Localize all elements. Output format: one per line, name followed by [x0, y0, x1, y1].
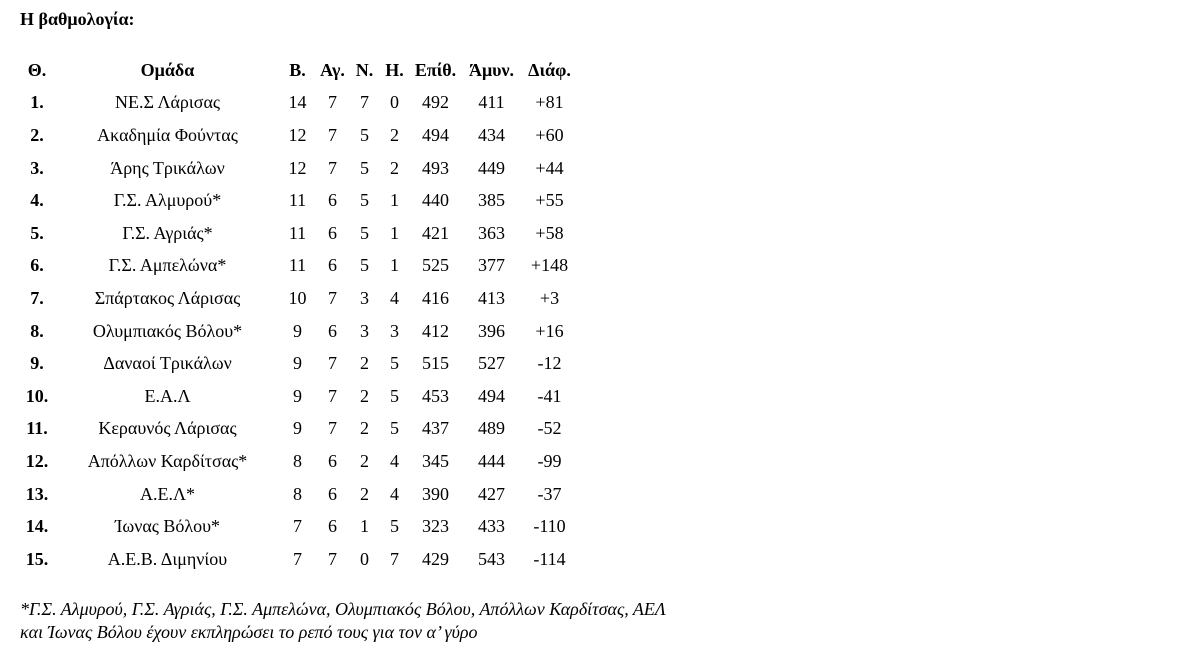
cell-losses: 5 — [390, 353, 399, 374]
cell-losses: 5 — [390, 516, 399, 537]
table-row — [19, 217, 577, 250]
cell-team: Α.Ε.Λ* — [139, 483, 196, 504]
cell-losses: 1 — [390, 255, 399, 276]
cell-wins: 5 — [360, 255, 369, 276]
header-position: Θ. — [27, 59, 47, 80]
cell-wins: 2 — [360, 418, 369, 439]
cell-diff: -37 — [537, 483, 562, 504]
cell-points: 12 — [288, 157, 307, 178]
cell-conceded: 449 — [478, 157, 505, 178]
standings-table — [19, 54, 577, 576]
cell-games: 7 — [328, 353, 337, 374]
cell-diff: +148 — [530, 255, 569, 276]
table-row — [19, 250, 577, 283]
cell-scored: 525 — [422, 255, 449, 276]
cell-scored: 429 — [422, 548, 449, 569]
cell-conceded: 494 — [478, 385, 505, 406]
header-points: Β. — [289, 59, 306, 80]
cell-scored: 515 — [422, 353, 449, 374]
cell-team: Ε.Α.Λ — [144, 385, 191, 406]
cell-team: Γ.Σ. Αλμυρού* — [113, 190, 222, 211]
cell-scored: 440 — [422, 190, 449, 211]
cell-team: Γ.Σ. Αγριάς* — [122, 222, 213, 243]
table-row — [19, 445, 577, 478]
cell-games: 6 — [328, 190, 337, 211]
cell-games: 6 — [328, 483, 337, 504]
cell-conceded: 377 — [478, 255, 505, 276]
cell-diff: +3 — [539, 287, 560, 308]
cell-diff: -12 — [537, 353, 562, 374]
cell-scored: 493 — [422, 157, 449, 178]
cell-diff: +81 — [535, 92, 564, 113]
cell-points: 12 — [288, 124, 307, 145]
header-row — [19, 54, 577, 87]
cell-losses: 2 — [390, 124, 399, 145]
cell-losses: 4 — [390, 483, 399, 504]
cell-scored: 345 — [422, 450, 449, 471]
cell-scored: 437 — [422, 418, 449, 439]
cell-diff: +60 — [535, 124, 564, 145]
cell-wins: 0 — [360, 548, 369, 569]
cell-losses: 5 — [390, 385, 399, 406]
cell-team: Κεραυνός Λάρισας — [98, 418, 237, 439]
table-row — [19, 282, 577, 315]
header-conceded: Άμυν. — [468, 59, 515, 80]
cell-scored: 416 — [422, 287, 449, 308]
cell-scored: 421 — [422, 222, 449, 243]
table-row — [19, 315, 577, 348]
cell-wins: 2 — [360, 353, 369, 374]
header-diff: Διάφ. — [528, 59, 571, 80]
cell-team: Απόλλων Καρδίτσας* — [87, 450, 248, 471]
cell-position: 13. — [25, 483, 49, 504]
cell-position: 8. — [30, 320, 44, 341]
cell-team: Άρης Τρικάλων — [110, 157, 225, 178]
cell-games: 7 — [328, 157, 337, 178]
cell-points: 9 — [293, 353, 302, 374]
cell-wins: 5 — [360, 124, 369, 145]
cell-games: 7 — [328, 92, 337, 113]
cell-wins: 5 — [360, 157, 369, 178]
table-row — [19, 347, 577, 380]
cell-conceded: 385 — [478, 190, 505, 211]
cell-points: 11 — [288, 222, 307, 243]
cell-wins: 3 — [360, 287, 369, 308]
footnote-line-1: *Γ.Σ. Αλμυρού, Γ.Σ. Αγριάς, Γ.Σ. Αμπελώνα, Ολυμπιακός Βόλου, Απόλλων Καρδίτσας, ΑΕΛ — [20, 599, 666, 619]
cell-conceded: 433 — [478, 516, 505, 537]
cell-scored: 494 — [422, 124, 449, 145]
cell-scored: 492 — [422, 92, 449, 113]
cell-wins: 5 — [360, 222, 369, 243]
cell-position: 1. — [30, 92, 44, 113]
header-games: Αγ. — [320, 59, 345, 80]
table-row — [19, 119, 577, 152]
cell-diff: -99 — [537, 450, 562, 471]
header-scored: Επίθ. — [414, 59, 457, 80]
header-wins: Ν. — [355, 59, 374, 80]
cell-losses: 4 — [390, 450, 399, 471]
cell-position: 6. — [30, 255, 44, 276]
cell-wins: 2 — [360, 483, 369, 504]
cell-conceded: 444 — [478, 450, 505, 471]
cell-points: 7 — [293, 548, 302, 569]
table-row — [19, 380, 577, 413]
cell-diff: +44 — [535, 157, 564, 178]
cell-position: 11. — [26, 418, 48, 439]
cell-position: 7. — [30, 287, 44, 308]
cell-position: 14. — [25, 516, 49, 537]
footnote-line-2: και Ίωνας Βόλου έχουν εκπληρώσει το ρεπό τους για τον α’ γύρο — [20, 622, 478, 642]
cell-diff: +55 — [535, 190, 564, 211]
table-row — [19, 152, 577, 185]
cell-games: 6 — [328, 320, 337, 341]
cell-games: 6 — [328, 222, 337, 243]
header-losses: Η. — [385, 59, 404, 80]
cell-wins: 3 — [360, 320, 369, 341]
standings-body — [19, 87, 577, 576]
cell-position: 15. — [25, 548, 49, 569]
cell-position: 10. — [25, 385, 49, 406]
cell-wins: 1 — [360, 516, 369, 537]
cell-diff: -52 — [537, 418, 562, 439]
standings-header — [19, 54, 577, 87]
cell-position: 5. — [30, 222, 44, 243]
cell-position: 3. — [30, 157, 44, 178]
header-team: Ομάδα — [140, 59, 195, 80]
cell-points: 7 — [293, 516, 302, 537]
cell-diff: -41 — [537, 385, 562, 406]
cell-games: 7 — [328, 287, 337, 308]
cell-diff: -114 — [533, 548, 566, 569]
page-heading: Η βαθμολογία: — [20, 9, 135, 29]
table-row — [19, 413, 577, 446]
cell-games: 7 — [328, 418, 337, 439]
cell-position: 4. — [30, 190, 44, 211]
cell-conceded: 363 — [478, 222, 505, 243]
cell-position: 9. — [30, 353, 44, 374]
cell-wins: 2 — [360, 385, 369, 406]
cell-points: 9 — [293, 320, 302, 341]
cell-points: 9 — [293, 385, 302, 406]
footnote — [20, 598, 666, 644]
cell-losses: 4 — [390, 287, 399, 308]
cell-losses: 1 — [390, 190, 399, 211]
cell-losses: 5 — [390, 418, 399, 439]
cell-team: Δαναοί Τρικάλων — [103, 353, 232, 374]
cell-team: Ίωνας Βόλου* — [114, 516, 221, 537]
table-row — [19, 184, 577, 217]
cell-games: 6 — [328, 450, 337, 471]
table-row — [19, 510, 577, 543]
cell-conceded: 434 — [478, 124, 505, 145]
cell-diff: +58 — [535, 222, 564, 243]
cell-losses: 7 — [390, 548, 399, 569]
cell-conceded: 489 — [478, 418, 505, 439]
cell-team: Ολυμπιακός Βόλου* — [92, 320, 243, 341]
cell-games: 6 — [328, 255, 337, 276]
cell-games: 6 — [328, 516, 337, 537]
cell-losses: 2 — [390, 157, 399, 178]
cell-points: 11 — [288, 255, 307, 276]
cell-losses: 1 — [390, 222, 399, 243]
cell-wins: 5 — [360, 190, 369, 211]
cell-games: 7 — [328, 385, 337, 406]
cell-conceded: 527 — [478, 353, 505, 374]
table-row — [19, 478, 577, 511]
table-row — [19, 543, 577, 576]
cell-losses: 3 — [390, 320, 399, 341]
cell-points: 14 — [288, 92, 307, 113]
cell-team: Γ.Σ. Αμπελώνα* — [108, 255, 227, 276]
cell-scored: 412 — [422, 320, 449, 341]
cell-conceded: 396 — [478, 320, 505, 341]
cell-conceded: 427 — [478, 483, 505, 504]
cell-conceded: 411 — [478, 92, 505, 113]
cell-wins: 7 — [360, 92, 369, 113]
cell-team: Α.Ε.Β. Διμηνίου — [107, 548, 228, 569]
cell-conceded: 543 — [478, 548, 505, 569]
cell-games: 7 — [328, 548, 337, 569]
cell-losses: 0 — [390, 92, 399, 113]
cell-team: ΝΕ.Σ Λάρισας — [114, 92, 221, 113]
cell-wins: 2 — [360, 450, 369, 471]
cell-scored: 453 — [422, 385, 449, 406]
cell-points: 8 — [293, 450, 302, 471]
cell-points: 8 — [293, 483, 302, 504]
cell-points: 10 — [288, 287, 307, 308]
cell-scored: 323 — [422, 516, 449, 537]
cell-scored: 390 — [422, 483, 449, 504]
cell-games: 7 — [328, 124, 337, 145]
cell-team: Σπάρτακος Λάρισας — [94, 287, 241, 308]
table-row — [19, 87, 577, 120]
cell-points: 11 — [288, 190, 307, 211]
cell-diff: -110 — [533, 516, 566, 537]
cell-conceded: 413 — [478, 287, 505, 308]
cell-diff: +16 — [535, 320, 564, 341]
cell-points: 9 — [293, 418, 302, 439]
cell-team: Ακαδημία Φούντας — [97, 124, 238, 145]
cell-position: 2. — [30, 124, 44, 145]
cell-position: 12. — [25, 450, 49, 471]
